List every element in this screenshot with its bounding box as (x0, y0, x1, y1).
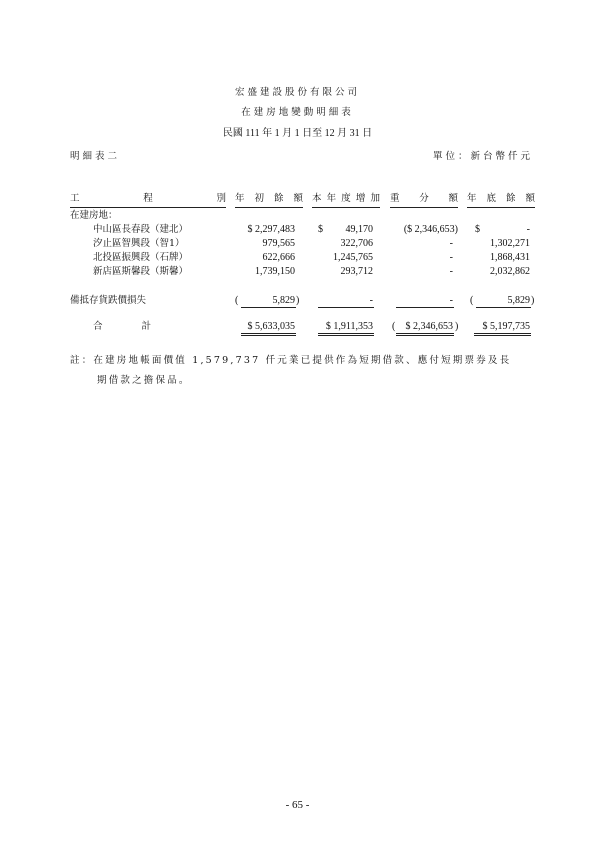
row-begin-1: $ 2,297,483 (247, 224, 295, 235)
row-increase-2: 322,706 (340, 238, 373, 249)
note-line-2: 期借款之擔保品。 (97, 375, 191, 386)
allowance-end: 5,829 (507, 295, 530, 306)
row-increase-1: 49,170 (345, 224, 373, 235)
column-header-reclass: 重 分 額 (390, 193, 458, 204)
note-line-1: 註：在建房地帳面價值 1,579,737 仟元業已提供作為短期借款、應付短期票券及長 (70, 355, 512, 366)
row-begin-2: 979,565 (262, 238, 295, 249)
allowance-reclass-underline (396, 307, 454, 308)
report-title: 在建房地變動明細表 (241, 107, 354, 118)
allowance-end-underline (476, 307, 531, 308)
row-name-4: 新店區斯馨段（斯馨） (93, 266, 189, 277)
allowance-label: 備抵存貨跌價損失 (70, 295, 147, 306)
row-end-3: 1,868,431 (490, 252, 530, 263)
header-underline-end (467, 207, 535, 208)
allowance-end-open-paren: ( (470, 295, 474, 306)
allowance-end-close-paren: ) (531, 295, 535, 306)
row-reclass-4: - (449, 266, 453, 277)
column-header-item: 工 程 別 (70, 193, 226, 204)
allowance-begin: 5,829 (272, 295, 295, 306)
total-begin-double-underline (241, 333, 296, 336)
total-increase: $ 1,911,353 (325, 321, 373, 332)
row-begin-3: 622,666 (262, 252, 295, 263)
row-name-3: 北投區振興段（石牌） (93, 252, 189, 263)
total-reclass-double-underline (396, 333, 454, 336)
column-header-increase: 本年度增加 (312, 193, 380, 204)
row-name-1: 中山區長春段（建北） (93, 224, 189, 235)
header-underline-item (70, 207, 226, 208)
row-name-2: 汐止區智興段（智1） (93, 238, 185, 249)
allowance-begin-close-paren: ) (296, 295, 300, 306)
row-end-4: 2,032,862 (490, 266, 530, 277)
row-begin-4: 1,739,150 (255, 266, 295, 277)
company-name: 宏盛建設股份有限公司 (234, 87, 360, 98)
allowance-begin-open-paren: ( (235, 295, 239, 306)
section-label: 在建房地： (70, 210, 118, 221)
row-reclass-1: ($ 2,346,653) (403, 224, 458, 235)
total-reclass: $ 2,346,653 (405, 321, 453, 332)
schedule-number: 明細表二 (70, 151, 121, 162)
total-increase-double-underline (318, 333, 374, 336)
row-reclass-2: - (449, 238, 453, 249)
row-end-1: - (526, 224, 530, 235)
currency-unit: 單位：新台幣仟元 (433, 151, 534, 162)
allowance-begin-underline (241, 307, 296, 308)
total-end: $ 5,197,735 (482, 321, 530, 332)
total-reclass-open-paren: ( (392, 321, 396, 332)
row-reclass-3: - (449, 252, 453, 263)
report-period: 民國 111 年 1 月 1 日至 12 月 31 日 (222, 128, 373, 139)
column-header-end: 年 底 餘 額 (467, 193, 535, 204)
page-number: - 65 - (285, 799, 310, 811)
column-header-begin: 年 初 餘 額 (235, 193, 303, 204)
header-underline-begin (235, 207, 303, 208)
allowance-increase-underline (318, 307, 374, 308)
header-underline-increase (312, 207, 380, 208)
total-label: 合 計 (93, 321, 151, 332)
allowance-increase: - (369, 295, 373, 306)
allowance-reclass: - (449, 295, 453, 306)
total-reclass-close-paren: ) (455, 321, 459, 332)
total-begin: $ 5,633,035 (247, 321, 295, 332)
total-end-double-underline (474, 333, 531, 336)
header-underline-reclass (390, 207, 458, 208)
row-increase-symbol-1: $ (318, 224, 323, 235)
row-increase-4: 293,712 (340, 266, 373, 277)
row-end-symbol-1: $ (475, 224, 480, 235)
row-end-2: 1,302,271 (490, 238, 530, 249)
row-increase-3: 1,245,765 (333, 252, 373, 263)
